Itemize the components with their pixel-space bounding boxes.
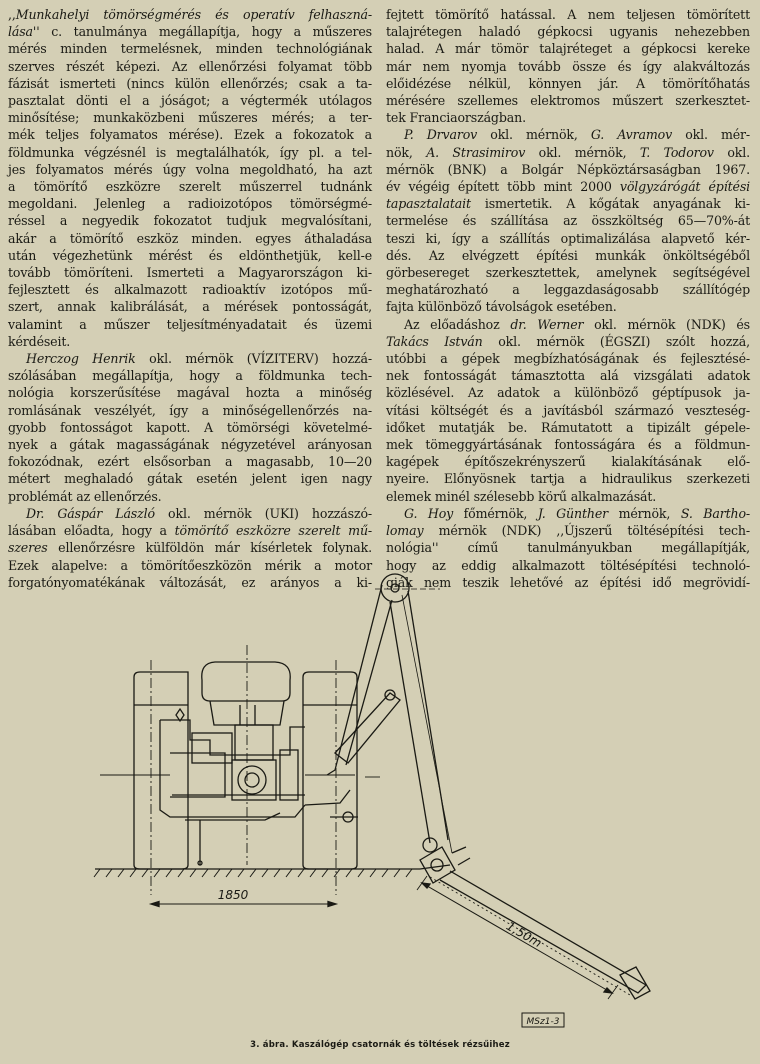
text-line (8, 384, 372, 401)
text-run: jes folyamatos mérés úgy volna megoldható, ha azt (8, 161, 372, 177)
text-line (8, 264, 372, 281)
text-run: tovább tömöríteni. Ismerteti a Magyarországon ki- (8, 265, 372, 281)
text-run: a tömörítő eszközre szerelt műszerrel tudnánk (8, 179, 372, 195)
mower-drawing-figure (90, 565, 760, 1035)
left-wheel (134, 660, 188, 895)
text-line (8, 316, 372, 333)
text-line (386, 6, 750, 23)
italic-name: lása (8, 24, 33, 40)
text-run: szerves részét képezi. Az ellenőrzési folyamat több (8, 58, 372, 74)
text-line (8, 92, 372, 109)
text-run: teszi ki, így a szállítás optimalizálása alapvető kér- (386, 230, 750, 246)
text-run: már nem nyomja tovább össze és így alakváltozás (386, 58, 750, 74)
text-line (8, 212, 372, 229)
text-run: kagépek építőszekrényszerű kialakításának elő- (386, 454, 750, 470)
text-line (386, 402, 750, 419)
paragraph (386, 6, 750, 126)
right-wheel (303, 660, 357, 895)
text-run: réssel a negyedik fokozatot tudjuk megvalósítani, (8, 213, 372, 229)
text-line (386, 281, 750, 298)
text-run: hogy az eddig alkalmazott töltésépítési technoló- (386, 557, 750, 573)
text-line (386, 539, 750, 556)
text-line (386, 23, 750, 40)
text-line (386, 522, 750, 539)
italic-name: G. Hoy (404, 505, 454, 521)
text-line (386, 40, 750, 57)
text-run: ,, (8, 7, 16, 22)
text-run: mérés minden termelésnek, minden technológiának (8, 41, 372, 57)
text-run: valamint a műszer teljesítményadatait és üzemi (8, 316, 372, 332)
text-run: földmunka végzésnél is megtalálhatók, így pl. a tel- (8, 144, 372, 160)
text-line (8, 6, 372, 23)
text-run: nök, (386, 144, 427, 160)
text-line (386, 264, 750, 281)
text-run: mérnök, (608, 505, 681, 521)
italic-name: T. Todorov (639, 144, 714, 160)
text-run: tek Franciaországban. (386, 110, 526, 126)
italic-name: tömörítő eszközre szerelt mű- (174, 523, 373, 539)
text-run: mérésére szellemes elektromos műszert szerkesztet- (386, 93, 750, 109)
text-run: görbesereget szerkesztettek, amelynek segítségével (386, 265, 750, 281)
text-line (386, 316, 750, 333)
cutter-bar (420, 838, 650, 999)
text-run: nológia korszerűsítése magával hozta a minőség (8, 385, 372, 401)
text-line (386, 178, 750, 195)
paragraph (8, 6, 372, 350)
text-run: előidézése nélkül, könnyen jár. A tömörítőhatás (386, 75, 750, 91)
text-line (8, 230, 372, 247)
text-run: mérnök (BNK) a Bolgár Népköztársaságban 1967. (386, 161, 750, 177)
italic-name: P. Drvarov (404, 127, 478, 143)
text-run: nyeire. Előnyösnek tartja a hidraulikus szerkezeti (386, 471, 750, 487)
text-line (8, 109, 372, 126)
italic-name: G. Avramov (590, 127, 673, 143)
text-line (8, 539, 372, 556)
italic-name: A. Strasimirov (426, 144, 526, 160)
paragraph (386, 126, 750, 315)
paragraph (8, 350, 372, 505)
text-run: közlésével. Az adatok a különböző géptípusok ja- (386, 385, 750, 401)
text-run: problémát az ellenőrzés. (8, 488, 162, 504)
text-run: lásában előadta, hogy a (8, 523, 175, 539)
text-line (8, 522, 372, 539)
text-line (386, 126, 750, 143)
text-line (386, 367, 750, 384)
text-run: főmérnök, (453, 505, 538, 521)
text-run: halad. A már tömör talajréteget a gépkocsi kereke (386, 41, 750, 57)
chassis-body (100, 709, 380, 865)
text-line (8, 367, 372, 384)
dimension-boom-label: 1,50m (503, 918, 545, 951)
text-run: dés. Az elvégzett építési munkák önköltségéből (386, 247, 750, 263)
text-run: okl. mérnök, (477, 127, 591, 143)
text-line (386, 384, 750, 401)
text-run: '' c. tanulmánya megállapítja, hogy a műszeres (32, 24, 372, 40)
text-line (386, 212, 750, 229)
text-run: időket mutatják be. Rámutatott a tipizált gépele- (386, 419, 750, 435)
text-line (386, 333, 750, 350)
text-run: pasztalat dönti el a jóságot; a végtermék utólagos (8, 93, 372, 109)
text-line (386, 75, 750, 92)
text-line (8, 23, 372, 40)
text-run: fajta különböző távolságok esetében. (386, 299, 617, 315)
text-line (386, 488, 750, 505)
text-line (386, 195, 750, 212)
text-run: utóbbi a gépek megbízhatóságának és fejlesztésé- (386, 351, 750, 367)
text-line (386, 58, 750, 75)
text-line (386, 470, 750, 487)
text-run: nológia'' című tanulmányukban megállapítják, (386, 540, 750, 556)
text-line (8, 126, 372, 143)
text-run: mérnök (NDK) ,,Újszerű töltésépítési tech- (423, 523, 750, 539)
text-line (8, 402, 372, 419)
text-run: talajrétegen haladó gépkocsi ugyanis nehezebben (386, 24, 750, 40)
text-run: kérdéseit. (8, 333, 71, 349)
text-run: termelése és szállítása az összköltség 65—70%-át (386, 213, 750, 229)
text-line (8, 178, 372, 195)
text-run: nyek a gátak magasságának négyzetével arányosan (8, 437, 372, 453)
dimension-boom (417, 876, 618, 999)
text-line (8, 470, 372, 487)
text-line (386, 350, 750, 367)
mower-tractor-technical-drawing (90, 565, 760, 1035)
text-run: giák nem teszik lehetővé az építési idő megrövidí- (386, 574, 750, 590)
text-run: minősítése; munkaközbeni műszeres mérés; a ter- (8, 110, 372, 126)
italic-name: völgyzárógát építési (619, 179, 751, 195)
text-line (8, 40, 372, 57)
italic-name: J. Günther (537, 505, 609, 521)
left-column (8, 6, 372, 591)
text-line (8, 161, 372, 178)
text-run: fázisát ismerteti (nincs külön ellenőrzés; csak a ta- (8, 75, 372, 91)
text-line (8, 195, 372, 212)
text-run: év végéig épített több mint 2000 (386, 179, 620, 195)
italic-name: S. Bartho- (680, 505, 750, 521)
text-run: Az előadáshoz (404, 316, 511, 332)
text-run: nek fontosságát támasztotta alá vizsgálati adatok (386, 368, 750, 384)
ground-hatching (94, 869, 420, 877)
text-line (386, 419, 750, 436)
text-line (386, 247, 750, 264)
text-line (8, 350, 372, 367)
italic-name: Munkahelyi tömörségmérés és operatív felhaszná- (15, 7, 372, 22)
text-run: okl. mérnök (VÍZITERV) hozzá- (135, 351, 372, 367)
text-run: akár a tömörítő eszköz minden. egyes áthaladása (8, 230, 372, 246)
text-line (8, 488, 372, 505)
drawing-code: MSz1-3 (526, 1017, 560, 1027)
text-run: ellenőrzésre külföldön már kísérletek folynak. (47, 540, 372, 556)
italic-name: tapasztalatait (386, 196, 471, 212)
text-line (8, 333, 372, 350)
figure-caption: 3. ábra. Kaszálógép csatornák és töltések rézsűihez (250, 1040, 510, 1050)
text-run: romlásának veszélyét, így a minőségellenőrzés na- (8, 402, 372, 418)
text-line (386, 144, 750, 161)
text-run: okl. mérnök (UKI) hozzászó- (154, 505, 372, 521)
text-run: elemek minél szélesebb körű alkalmazását. (386, 488, 657, 504)
text-run: után végezhetünk mérést és eldönthetjük, kell-e (8, 247, 372, 263)
paragraph (386, 316, 750, 505)
text-line (8, 144, 372, 161)
text-line (8, 298, 372, 315)
text-run: vítási költségét és a javításból származó veszteség- (386, 402, 750, 418)
text-run: Ezek alapelve: a tömörítőeszközön mérik a motor (8, 557, 372, 573)
text-line (386, 230, 750, 247)
text-line (8, 436, 372, 453)
text-run: ismertetik. A kőgátak anyagának ki- (470, 196, 750, 212)
text-line (8, 419, 372, 436)
italic-name: lomay (386, 523, 424, 539)
text-line (8, 453, 372, 470)
text-line (386, 161, 750, 178)
text-run: mek tömeggyártásának fontosságára és a földmun- (386, 437, 750, 453)
dimension-width-label: 1850 (217, 888, 249, 902)
text-line (8, 58, 372, 75)
text-run: fokozódnak, ezért elsősorban a magasabb, 10—20 (8, 454, 372, 470)
text-run: megoldani. Jelenleg a radioizotópos tömörségmé- (8, 196, 372, 212)
dimension-width (151, 888, 336, 907)
text-run: okl. mérnök, (525, 144, 640, 160)
text-run: okl. mér- (672, 127, 751, 143)
text-line (386, 436, 750, 453)
text-run: okl. mérnök (NDK) és (583, 316, 750, 332)
text-run: szólásában megállapítja, hogy a földmunka tech- (8, 368, 372, 384)
italic-name: Takács István (386, 333, 483, 349)
text-line (386, 453, 750, 470)
drawing-code-box (522, 1013, 564, 1027)
text-run: métert meghaladó gátak esetén jelent igen nagy (8, 471, 372, 487)
text-line (386, 109, 750, 126)
text-run: fejtett tömörítő hatással. A nem teljesen tömörített (386, 7, 750, 22)
text-run: meghatározható a leggazdaságosabb szállítógép (386, 282, 750, 298)
text-run: okl. (713, 144, 750, 160)
text-run: szert, annak kalibrálását, a mérések pontosságát, (8, 299, 372, 315)
text-line (8, 505, 372, 522)
text-run: gyobb fontosságot kapott. A tömörségi követelmé- (8, 419, 372, 435)
text-run: forgatónyomatékának változását, ez arányos a ki- (8, 574, 372, 590)
text-line (8, 281, 372, 298)
text-run: mék teljes folyamatos mérése). Ezek a fokozatok a (8, 127, 372, 143)
italic-name: dr. Werner (510, 316, 584, 332)
italic-name: szeres (8, 540, 48, 556)
right-column (386, 6, 750, 591)
text-line (8, 75, 372, 92)
text-run: okl. mérnök (ÉGSZI) szólt hozzá, (482, 333, 750, 349)
text-line (386, 505, 750, 522)
text-line (8, 247, 372, 264)
italic-name: Herczog Henrik (26, 351, 136, 367)
italic-name: Dr. Gáspár László (26, 505, 155, 521)
text-line (386, 298, 750, 315)
boom-arm (305, 574, 452, 853)
text-run: fejlesztett és alkalmazott radioaktív izotópos mű- (8, 282, 372, 298)
text-line (386, 92, 750, 109)
